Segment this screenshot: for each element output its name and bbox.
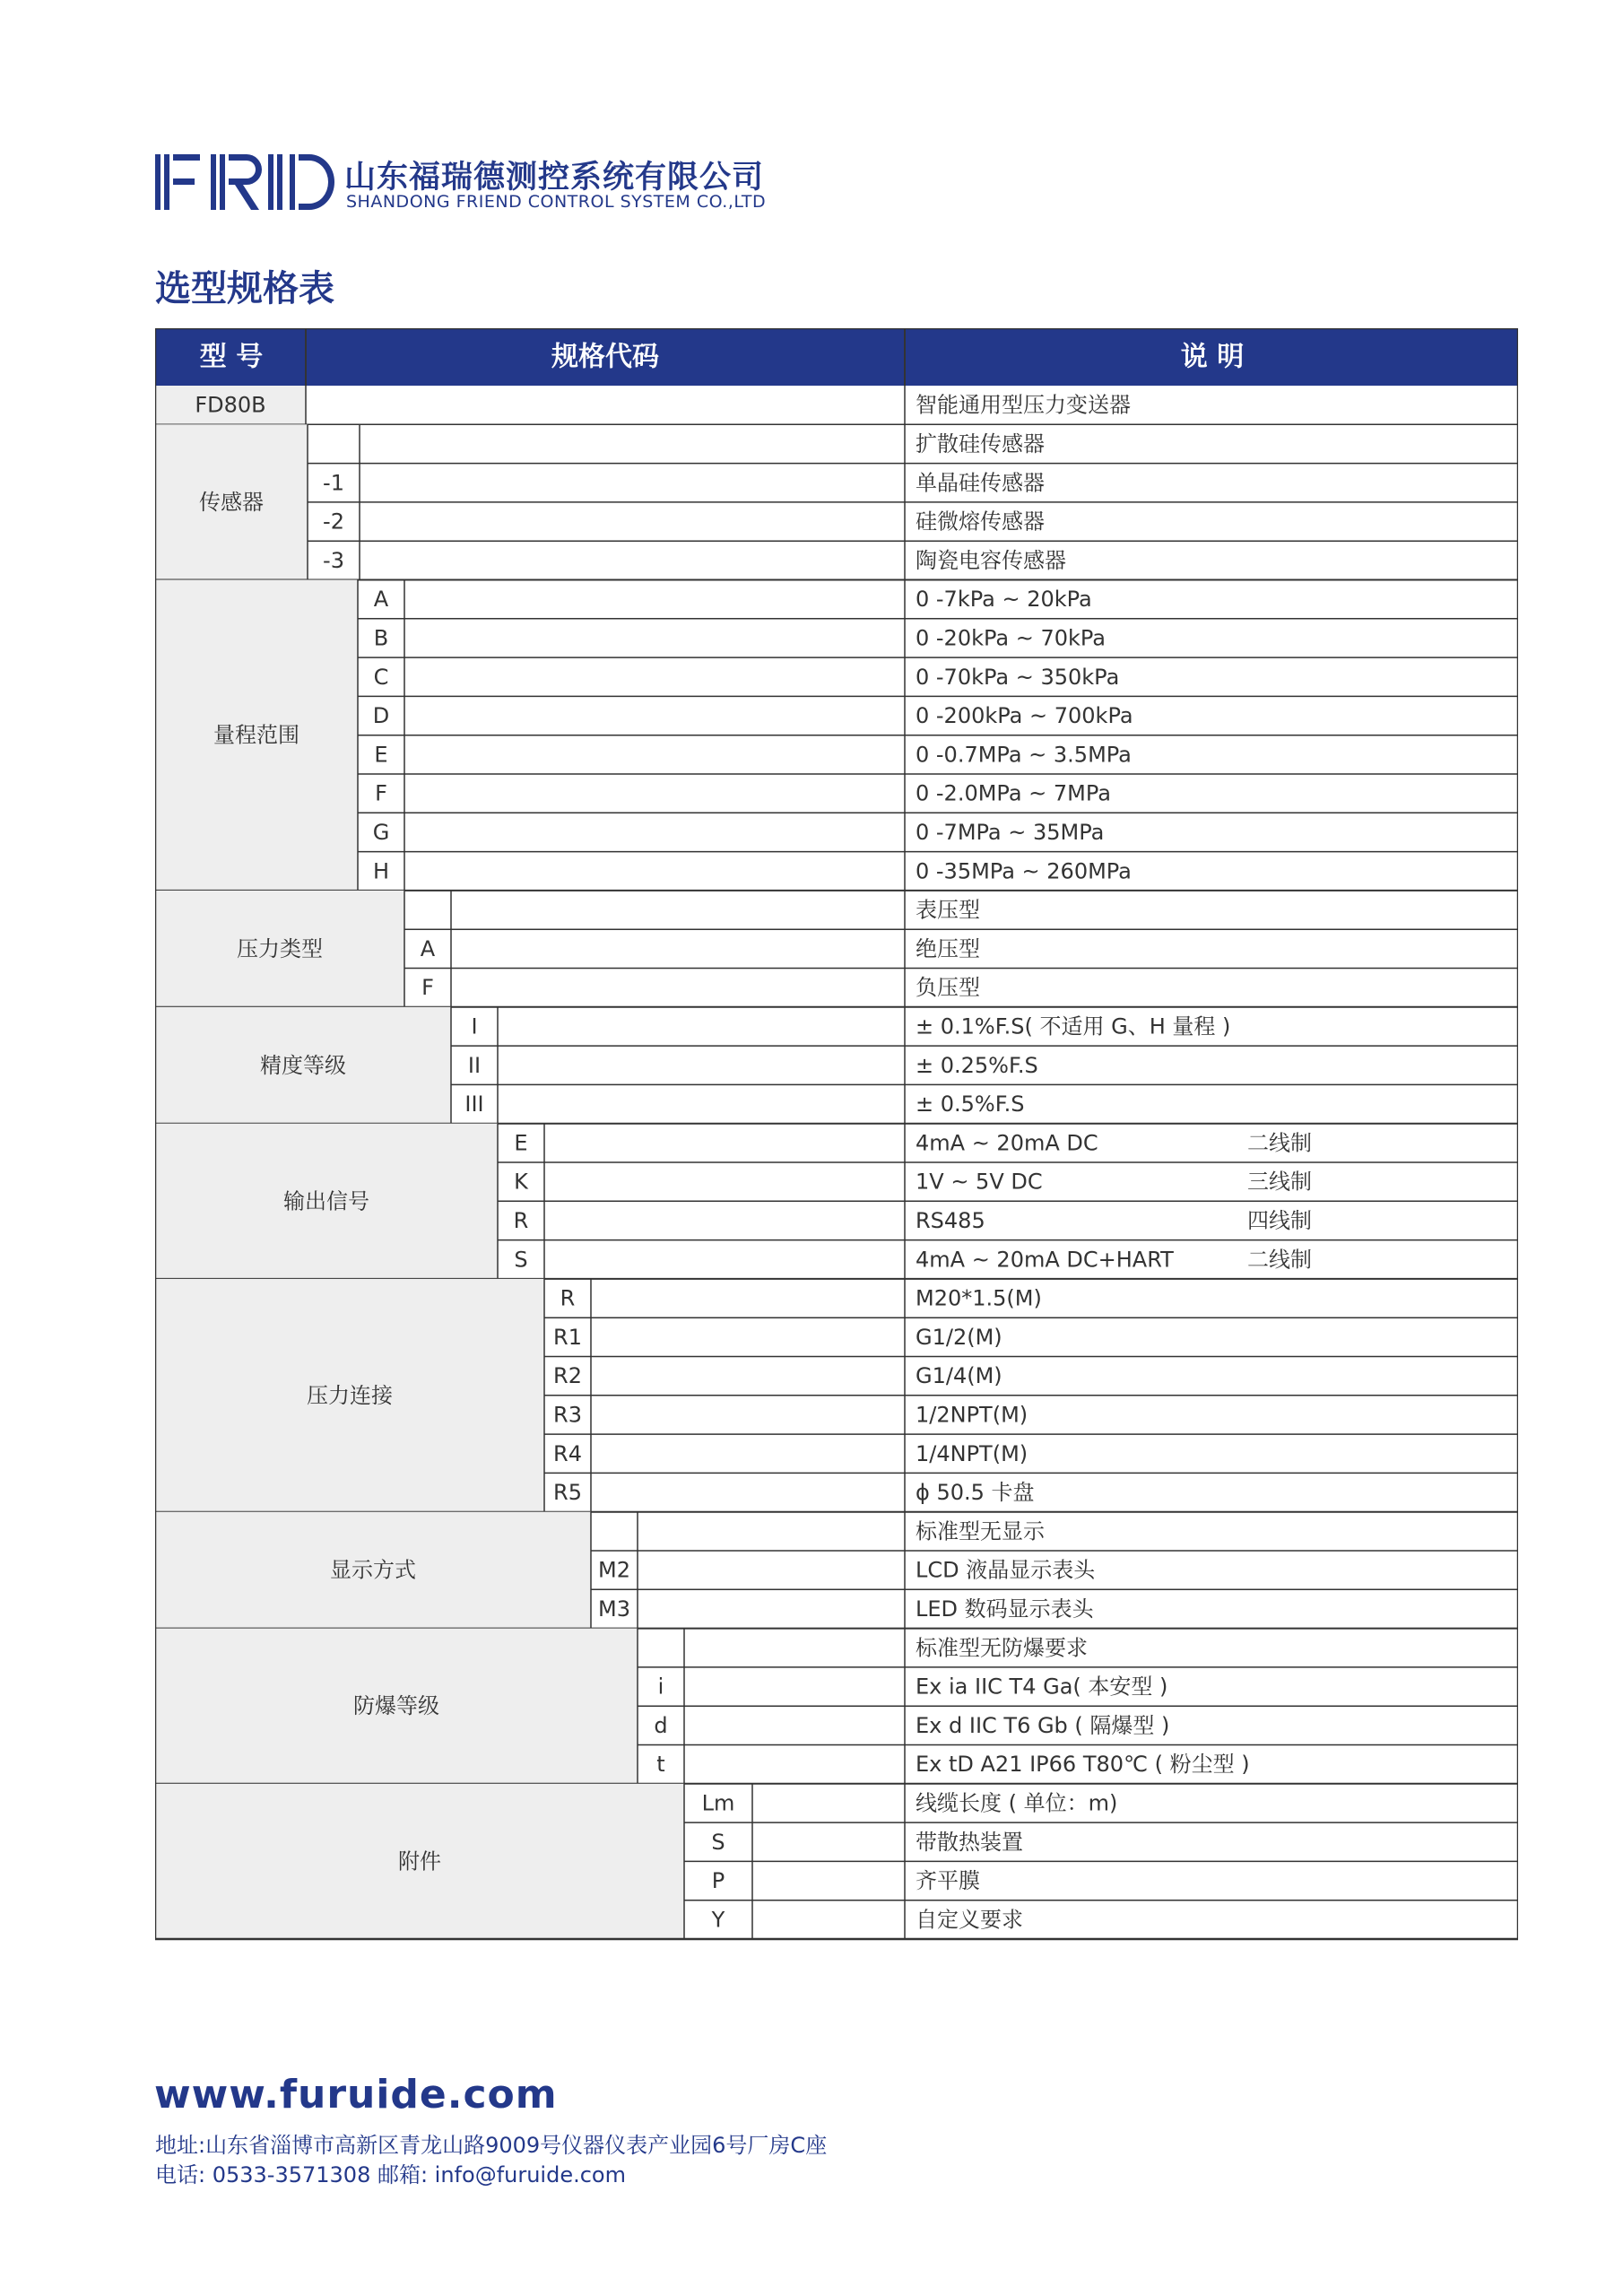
spec-desc: 表压型 — [916, 897, 980, 923]
header-cell: 规格代码 — [551, 341, 659, 373]
spec-code: M2 — [598, 1557, 630, 1583]
company-name-cn: 山东福瑞德测控系统有限公司 — [344, 160, 765, 196]
model-desc: 智能通用型压力变送器 — [916, 392, 1131, 418]
spec-code: d — [654, 1712, 668, 1738]
spec-code: R1 — [553, 1324, 582, 1350]
spec-code: i — [657, 1674, 664, 1700]
spec-desc: 齐平膜 — [916, 1868, 980, 1894]
model-code: FD80B — [195, 392, 266, 418]
address-text: 地址:山东省淄博市高新区青龙山路9009号仪器仪表产业园6号厂房C座 — [155, 2133, 828, 2158]
spec-code: III — [464, 1091, 484, 1118]
spec-code: G — [372, 819, 390, 845]
spec-code: -2 — [323, 509, 344, 535]
spec-code: I — [471, 1013, 478, 1039]
spec-desc: G1/4(M) — [916, 1363, 1002, 1389]
spec-desc: 1/2NPT(M) — [916, 1402, 1028, 1428]
spec-wiring: 三线制 — [1247, 1169, 1312, 1195]
spec-code: t — [656, 1752, 665, 1778]
spec-desc: G1/2(M) — [916, 1324, 1002, 1350]
spec-code: R5 — [553, 1480, 582, 1506]
spec-desc: 单晶硅传感器 — [916, 470, 1045, 496]
spec-desc: 0 -70kPa ~ 350kPa — [916, 664, 1120, 690]
spec-code: D — [372, 703, 390, 729]
header-cell: 型 号 — [199, 341, 264, 373]
spec-desc: 0 -200kPa ~ 700kPa — [916, 703, 1133, 729]
spec-desc: 1/4NPT(M) — [916, 1440, 1028, 1466]
group-label: 防爆等级 — [353, 1693, 439, 1719]
spec-desc: 标准型无显示 — [916, 1518, 1045, 1544]
spec-code: -3 — [323, 547, 344, 573]
spec-code: E — [374, 742, 388, 768]
page-title: 选型规格表 — [155, 268, 334, 309]
spec-code: C — [373, 664, 389, 690]
group-label: 附件 — [398, 1848, 441, 1874]
spec-code: Lm — [701, 1790, 735, 1816]
spec-desc: 0 -7MPa ~ 35MPa — [916, 819, 1105, 845]
spec-code: F — [421, 975, 434, 1001]
spec-desc: 4mA ~ 20mA DC — [916, 1130, 1098, 1156]
spec-desc: ± 0.1%F.S( 不适用 G、H 量程 ) — [916, 1013, 1231, 1039]
spec-code: R2 — [553, 1363, 582, 1389]
spec-code: M3 — [598, 1596, 630, 1622]
spec-code: A — [373, 587, 389, 613]
spec-wiring: 二线制 — [1247, 1130, 1312, 1156]
spec-desc: Ex tD A21 IP66 T80℃ ( 粉尘型 ) — [916, 1752, 1250, 1778]
spec-table — [155, 328, 1518, 1941]
spec-desc: 线缆长度 ( 单位：m) — [916, 1790, 1118, 1816]
spec-desc: 0 -35MPa ~ 260MPa — [916, 858, 1132, 884]
spec-desc: M20*1.5(M) — [916, 1285, 1042, 1311]
company-logo — [155, 154, 334, 210]
group-label: 压力类型 — [237, 935, 323, 961]
spec-desc: LED 数码显示表头 — [916, 1596, 1094, 1622]
spec-desc: ϕ 50.5 卡盘 — [916, 1480, 1035, 1506]
spec-code: R — [513, 1207, 529, 1233]
spec-code: S — [514, 1247, 528, 1273]
spec-desc: 带散热装置 — [916, 1829, 1023, 1855]
spec-desc: 自定义要求 — [916, 1907, 1023, 1933]
spec-desc: 标准型无防爆要求 — [916, 1635, 1088, 1661]
spec-desc: 绝压型 — [916, 935, 980, 961]
spec-desc: RS485 — [916, 1207, 985, 1233]
spec-desc: 0 -0.7MPa ~ 3.5MPa — [916, 742, 1132, 768]
contact-text: 电话: 0533-3571308 邮箱: info@furuide.com — [155, 2162, 626, 2187]
spec-code: II — [467, 1052, 482, 1078]
group-label: 传感器 — [199, 489, 264, 515]
spec-desc: Ex ia IIC T4 Ga( 本安型 ) — [916, 1674, 1168, 1700]
spec-code: R4 — [553, 1440, 582, 1466]
spec-code: B — [373, 625, 389, 651]
header-cell: 说 明 — [1180, 341, 1245, 373]
spec-code: H — [372, 858, 390, 884]
spec-desc: ± 0.5%F.S — [916, 1091, 1025, 1118]
group-label: 输出信号 — [283, 1188, 369, 1214]
spec-wiring: 四线制 — [1247, 1207, 1312, 1233]
spec-desc: 扩散硅传感器 — [916, 430, 1045, 457]
spec-desc: 0 -2.0MPa ~ 7MPa — [916, 780, 1111, 806]
spec-desc: 4mA ~ 20mA DC+HART — [916, 1247, 1174, 1273]
spec-desc: Ex d IIC T6 Gb ( 隔爆型 ) — [916, 1712, 1170, 1738]
website-link[interactable]: www.furuide.com — [154, 2072, 558, 2118]
table-header — [155, 328, 1518, 386]
spec-code: E — [514, 1130, 528, 1156]
spec-code: R — [560, 1285, 576, 1311]
spec-code: R3 — [553, 1402, 582, 1428]
spec-code: K — [514, 1169, 528, 1195]
spec-desc: LCD 液晶显示表头 — [916, 1557, 1096, 1583]
group-label: 量程范围 — [213, 722, 299, 748]
spec-code: P — [711, 1868, 725, 1894]
spec-desc: 负压型 — [916, 975, 980, 1001]
spec-desc: 陶瓷电容传感器 — [916, 547, 1066, 573]
spec-code: Y — [711, 1907, 725, 1933]
spec-wiring: 二线制 — [1247, 1247, 1312, 1273]
spec-code: A — [420, 935, 436, 961]
spec-code: -1 — [323, 470, 344, 496]
spec-code: F — [375, 780, 387, 806]
spec-desc: 0 -7kPa ~ 20kPa — [916, 587, 1092, 613]
spec-desc: 0 -20kPa ~ 70kPa — [916, 625, 1107, 651]
spec-desc: 1V ~ 5V DC — [916, 1169, 1043, 1195]
group-label: 压力连接 — [307, 1382, 393, 1408]
spec-code: S — [711, 1829, 725, 1855]
spec-desc: ± 0.25%F.S — [916, 1052, 1038, 1078]
spec-desc: 硅微熔传感器 — [916, 509, 1045, 535]
group-label: 显示方式 — [330, 1557, 416, 1583]
group-label: 精度等级 — [260, 1052, 346, 1078]
company-name-en: SHANDONG FRIEND CONTROL SYSTEM CO.,LTD — [346, 192, 767, 212]
